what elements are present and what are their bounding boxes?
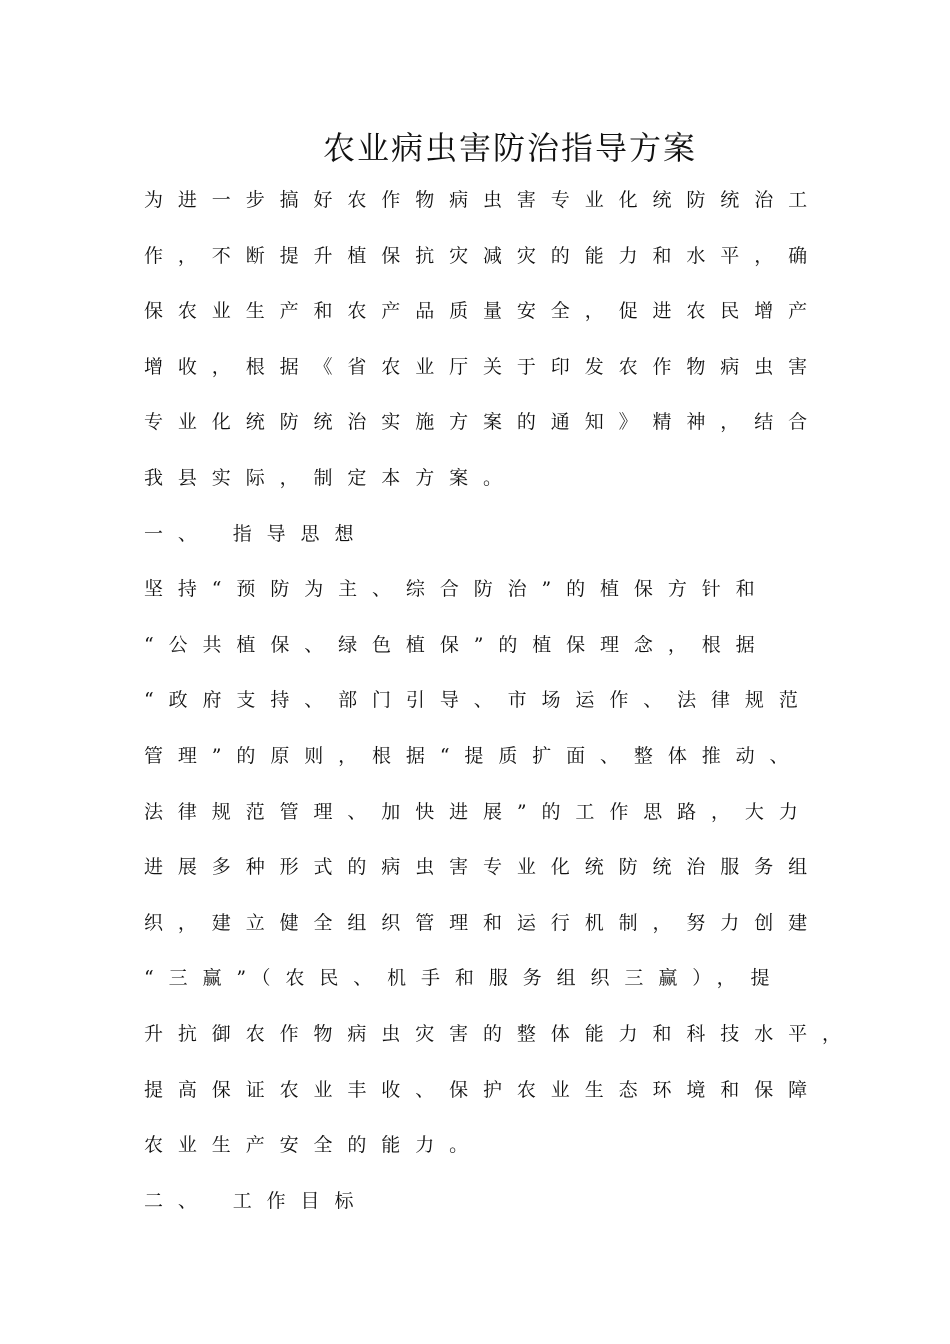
text-line: 我县实际，制定本方案。	[144, 466, 517, 489]
text-line: 专业化统防统治实施方案的通知》精神，结合	[144, 411, 823, 434]
text-line: 提高保证农业丰收、保护农业生态环境和保障	[144, 1078, 823, 1101]
text-line: 坚持“预防为主、综合防治”的植保方针和	[144, 578, 770, 601]
text-line: 作，不断提升植保抗灾减灾的能力和水平，确	[144, 244, 823, 267]
text-line: 为进一步搞好农作物病虫害专业化统防统治工	[144, 189, 823, 211]
text-line: 保农业生产和农产品质量安全，促进农民增产	[144, 300, 823, 323]
section-heading: 一、 指导思想	[144, 522, 369, 545]
text-line: “公共植保、绿色植保”的植保理念，根据	[144, 633, 770, 656]
text-line: 升抗御农作物病虫灾害的整体能力和科技水平，	[144, 1022, 856, 1045]
text-line: 农业生产安全的能力。	[144, 1134, 484, 1157]
text-line: 增收，根据《省农业厅关于印发农作物病虫害	[144, 355, 823, 378]
text-line: 进展多种形式的病虫害专业化统防统治服务组	[144, 856, 823, 879]
document-body	[144, 182, 856, 1238]
text-line: 管理”的原则，根据“提质扩面、整体推动、	[144, 744, 804, 767]
section-heading: 二、 工作目标	[144, 1189, 369, 1212]
text-line: 法律规范管理、加快进展”的工作思路，大力	[144, 800, 813, 823]
document-title: 农业病虫害防治指导方案	[322, 129, 697, 167]
text-line: 织，建立健全组织管理和运行机制，努力创建	[144, 911, 823, 934]
text-line: “三赢”（农民、机手和服务组织三赢），提	[144, 967, 785, 990]
text-line: “政府支持、部门引导、市场运作、法律规范	[144, 689, 813, 712]
